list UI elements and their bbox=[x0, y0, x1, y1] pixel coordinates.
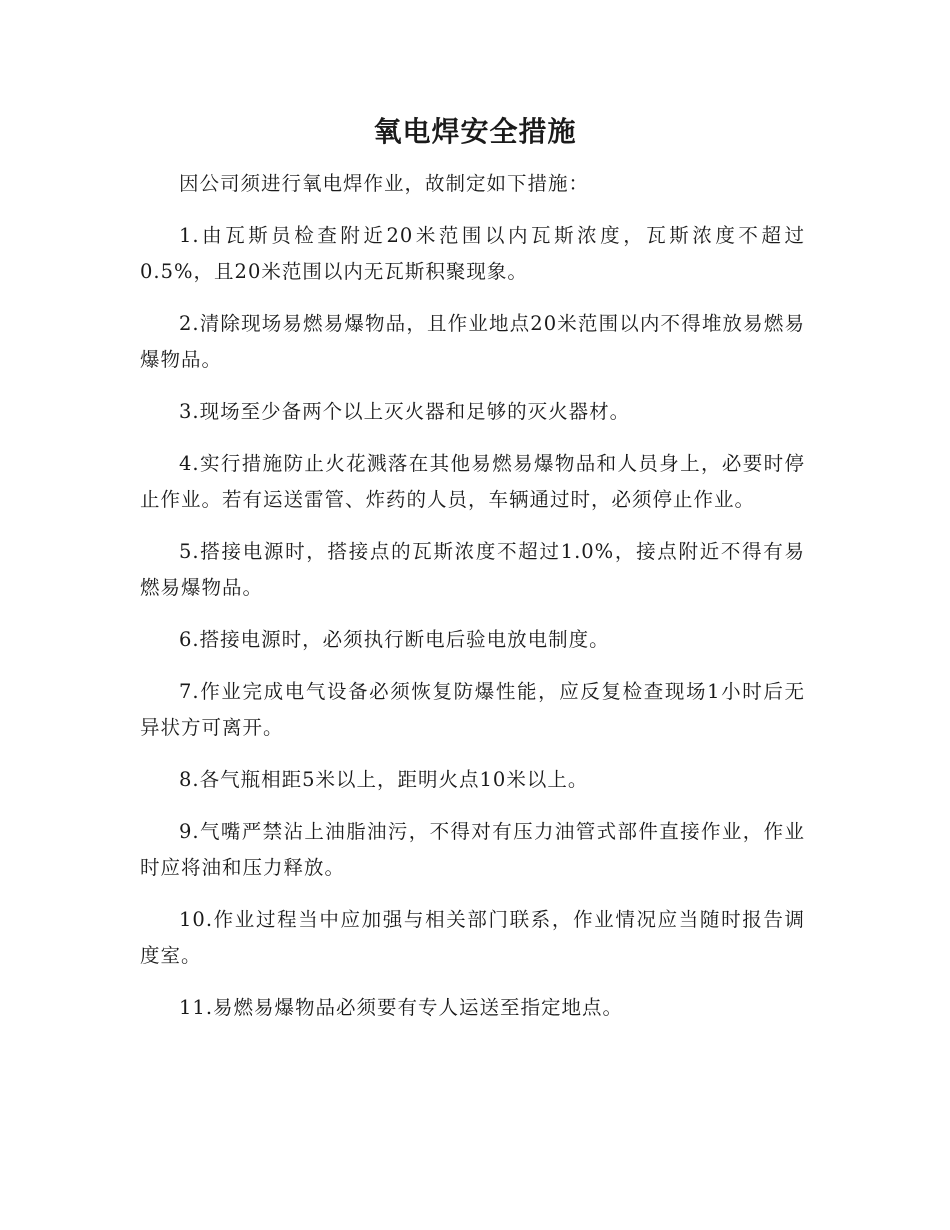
measure-item-7: 7.作业完成电气设备必须恢复防爆性能，应反复检查现场1小时后无异状方可离开。 bbox=[140, 680, 805, 739]
measure-item-10: 10.作业过程当中应加强与相关部门联系，作业情况应当随时报告调度室。 bbox=[140, 908, 805, 967]
measure-item-6: 6.搭接电源时，必须执行断电后验电放电制度。 bbox=[179, 628, 610, 651]
measure-item-2: 2.清除现场易燃易爆物品，且作业地点20米范围以内不得堆放易燃易爆物品。 bbox=[140, 312, 805, 371]
measure-item-11: 11.易燃易爆物品必须要有专人运送至指定地点。 bbox=[179, 996, 624, 1019]
document-title: 氧电焊安全措施 bbox=[373, 115, 577, 148]
measure-item-9: 9.气嘴严禁沾上油脂油污，不得对有压力油管式部件直接作业，作业时应将油和压力释放。 bbox=[140, 820, 805, 879]
measure-item-4: 4.实行措施防止火花溅落在其他易燃易爆物品和人员身上，必要时停止作业。若有运送雷管、炸药的人员，车辆通过时，必须停止作业。 bbox=[140, 452, 805, 511]
measure-item-3: 3.现场至少备两个以上灭火器和足够的灭火器材。 bbox=[179, 400, 631, 423]
measure-item-8: 8.各气瓶相距5米以上，距明火点10米以上。 bbox=[179, 768, 589, 791]
document-body bbox=[140, 166, 805, 1042]
intro-paragraph: 因公司须进行氧电焊作业，故制定如下措施： bbox=[179, 172, 590, 195]
measure-item-5: 5.搭接电源时，搭接点的瓦斯浓度不超过1.0%，接点附近不得有易燃易爆物品。 bbox=[140, 540, 805, 599]
measure-item-1: 1.由瓦斯员检查附近20米范围以内瓦斯浓度，瓦斯浓度不超过0.5%，且20米范围以内无瓦斯积聚现象。 bbox=[140, 224, 805, 283]
